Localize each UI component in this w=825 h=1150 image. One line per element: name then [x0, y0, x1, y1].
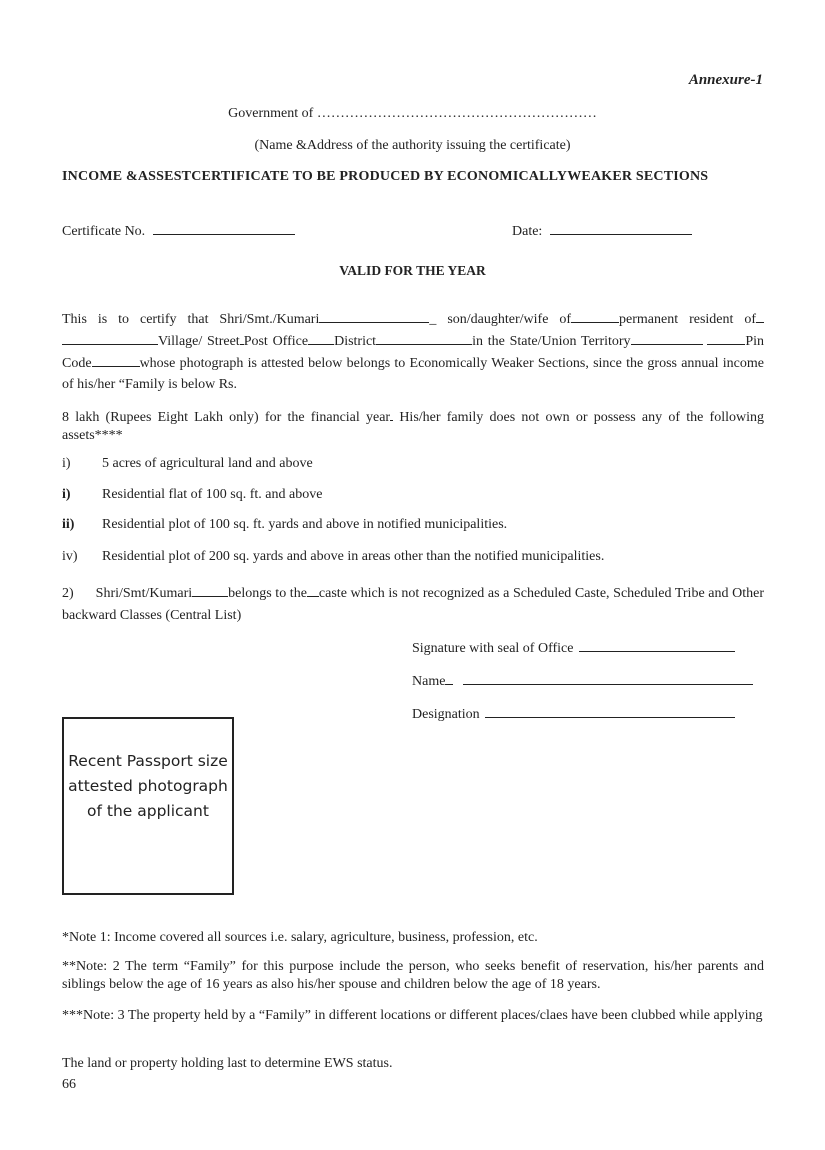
date-label: Date: — [512, 224, 543, 239]
date-field[interactable] — [550, 220, 692, 235]
caste-paragraph — [62, 582, 764, 627]
certify-text-8: Pin Code — [62, 334, 764, 371]
designation-row — [412, 703, 735, 723]
caste-text-1: Shri/Smt/Kumari — [95, 586, 193, 601]
pin-code-field[interactable] — [92, 352, 140, 367]
certificate-no-label: Certificate No. — [62, 224, 146, 239]
asset-text: 5 acres of agricultural land and above — [102, 456, 313, 471]
designation-field[interactable] — [485, 703, 735, 718]
certify-text-6: District — [334, 334, 377, 349]
caste-name-field[interactable] — [192, 582, 228, 597]
asset-text: Residential flat of 100 sq. ft. and above — [102, 487, 323, 502]
resident-field[interactable] — [756, 308, 764, 323]
signature-row — [412, 637, 735, 657]
note-3: ***Note: 3 The property held by a “Family” in different locations or different places/claes have been clubbed while applying — [62, 1008, 763, 1023]
relation-name-field[interactable] — [571, 308, 619, 323]
income-paragraph — [62, 406, 764, 445]
certify-text-5: Post Office — [243, 334, 309, 349]
certificate-no-row — [62, 220, 295, 240]
caste-text-3: caste which is not recognized as a Scheduled Caste, Scheduled Tribe and Other backward Classes (Central List) — [62, 586, 764, 623]
certify-text-1: This is to certify that Shri/Smt./Kumari — [62, 312, 320, 327]
designation-label: Designation — [412, 707, 480, 722]
photo-placeholder-text: Recent Passport size attested photograph of the applicant — [68, 752, 228, 820]
state-field[interactable] — [631, 330, 703, 345]
asset-text: Residential plot of 100 sq. ft. yards and above in notified municipalities. — [102, 517, 508, 532]
signature-field[interactable] — [579, 637, 735, 652]
certify-text-9: whose photograph is attested below belongs to Economically Weaker Sections, since the gross annual income of his/her “Family is below Rs. — [62, 356, 764, 392]
name-label: Name — [412, 674, 446, 689]
caste-number: 2) — [62, 586, 74, 601]
name-field[interactable] — [463, 670, 753, 685]
name-row — [412, 670, 753, 690]
authority-line: (Name &Address of the authority issuing the certificate) — [254, 138, 571, 153]
government-line: Government of …………………………………………………… — [228, 106, 597, 121]
income-text-1: 8 lakh (Rupees Eight Lakh only) for the financial year — [62, 410, 391, 425]
applicant-name-field[interactable] — [319, 308, 429, 323]
district-field[interactable] — [376, 330, 472, 345]
asset-number: i) — [62, 456, 71, 471]
asset-number: iv) — [62, 549, 78, 564]
annexure-label: Annexure-1 — [688, 72, 763, 88]
post-office-field[interactable] — [308, 330, 334, 345]
note-4: The land or property holding last to determine EWS status. — [62, 1056, 393, 1071]
caste-text-2: belongs to the — [228, 586, 307, 601]
date-row — [512, 220, 692, 240]
asset-text: Residential plot of 200 sq. yards and above in areas other than the notified municipalities. — [102, 549, 605, 564]
village-field[interactable] — [62, 330, 158, 345]
photo-box[interactable] — [62, 717, 234, 895]
name-field-short[interactable] — [445, 670, 453, 685]
valid-for-year: VALID FOR THE YEAR — [339, 263, 486, 278]
asset-number: i) — [62, 487, 71, 502]
signature-label: Signature with seal of Office — [412, 641, 574, 656]
page-number: 66 — [62, 1077, 76, 1092]
certify-text-4: Village/ Street — [158, 334, 240, 349]
caste-field[interactable] — [307, 582, 319, 597]
certificate-no-field[interactable] — [153, 220, 295, 235]
certify-text-7: in the State/Union Territory — [472, 334, 631, 349]
certify-text-3: permanent resident of — [619, 312, 757, 327]
certify-paragraph — [62, 308, 764, 395]
asset-number: ii) — [62, 517, 75, 532]
state-field-continued[interactable] — [707, 330, 745, 345]
income-text-2: His/her family does not own or possess any of the following assets**** — [62, 410, 765, 443]
certify-text-2: _ son/daughter/wife of — [429, 312, 572, 327]
certificate-title: INCOME &ASSESTCERTIFICATE TO BE PRODUCED BY ECONOMICALLYWEAKER SECTIONS — [62, 169, 709, 184]
financial-year-field[interactable] — [390, 406, 393, 421]
note-2: **Note: 2 The term “Family” for this purpose include the person, who seeks benefit of reservation, his/her parents and siblings below the age of 16 years as also his/her spouse and children below the age of 18 years. — [62, 959, 764, 992]
note-1: *Note 1: Income covered all sources i.e. salary, agriculture, business, profession, etc. — [62, 930, 538, 945]
